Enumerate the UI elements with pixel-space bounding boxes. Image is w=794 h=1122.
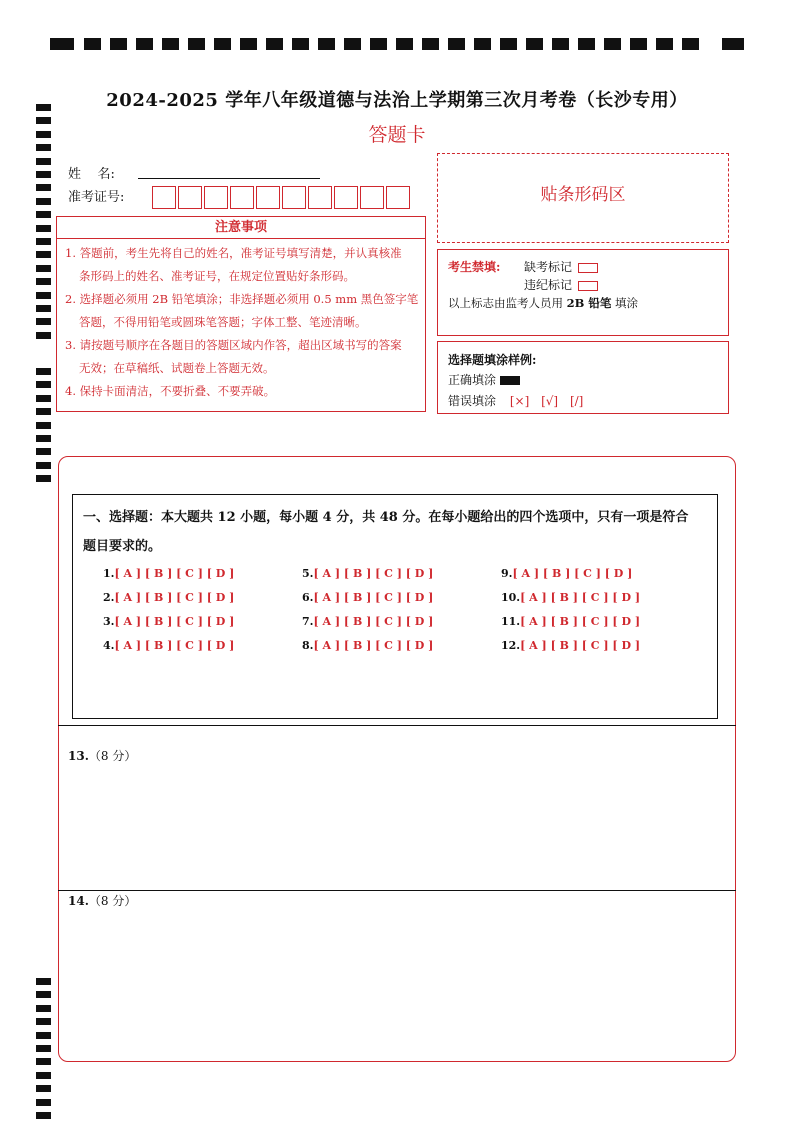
- examinee-forbidden-box: [437, 249, 729, 336]
- barcode-area: 贴条形码区: [437, 153, 729, 243]
- mcq-question-4[interactable]: 4.[ A ] [ B ] [ C ] [ D ]: [103, 639, 235, 652]
- answer-sheet-title: 答题卡: [368, 124, 426, 146]
- timing-mark: [36, 305, 51, 312]
- mcq-question-6[interactable]: 6.[ A ] [ B ] [ C ] [ D ]: [302, 591, 434, 604]
- example-heading: 选择题填涂样例:: [448, 353, 537, 367]
- divider: [58, 890, 736, 891]
- forbidden-heading: 考生禁填:: [448, 260, 501, 274]
- notice-item: 2. 选择题必须用 2B 铅笔填涂；非选择题必须用 0.5 mm 黑色签字笔 答题，不得用铅笔或圆珠笔答题；字体工整、笔迹清晰。: [65, 292, 419, 329]
- notice-box: [56, 216, 426, 412]
- id-digit-box[interactable]: [282, 186, 306, 209]
- timing-mark: [36, 991, 51, 998]
- id-digit-box[interactable]: [204, 186, 228, 209]
- mcq-question-2[interactable]: 2.[ A ] [ B ] [ C ] [ D ]: [103, 591, 235, 604]
- timing-mark: [36, 278, 51, 285]
- timing-mark: [36, 158, 51, 165]
- timing-mark: [36, 381, 51, 388]
- timing-mark: [630, 38, 647, 50]
- timing-mark: [240, 38, 257, 50]
- timing-mark: [36, 198, 51, 205]
- id-digit-box[interactable]: [308, 186, 332, 209]
- timing-mark: [370, 38, 387, 50]
- timing-mark: [36, 368, 51, 375]
- timing-mark: [578, 38, 595, 50]
- mcq-question-7[interactable]: 7.[ A ] [ B ] [ C ] [ D ]: [302, 615, 434, 628]
- mcq-question-5[interactable]: 5.[ A ] [ B ] [ C ] [ D ]: [302, 567, 434, 580]
- timing-mark: [214, 38, 231, 50]
- timing-mark: [36, 184, 51, 191]
- question-14-label: 14.（8 分）: [68, 894, 137, 908]
- name-field[interactable]: [138, 178, 320, 179]
- correct-fill: 正确填涂: [448, 371, 520, 388]
- mcq-heading: 一、选择题：本大题共 12 小题，每小题 4 分，共 48 分。在每小题给出的四个选项中，只有一项是符合 题目要求的。: [83, 510, 689, 554]
- timing-mark: [36, 1005, 51, 1012]
- timing-mark: [266, 38, 283, 50]
- mcq-question-11[interactable]: 11.[ A ] [ B ] [ C ] [ D ]: [501, 615, 641, 628]
- timing-mark: [188, 38, 205, 50]
- id-digit-box[interactable]: [152, 186, 176, 209]
- timing-mark: [682, 38, 699, 50]
- mcq-question-10[interactable]: 10.[ A ] [ B ] [ C ] [ D ]: [501, 591, 641, 604]
- timing-mark: [36, 318, 51, 325]
- timing-mark: [448, 38, 465, 50]
- mcq-question-1[interactable]: 1.[ A ] [ B ] [ C ] [ D ]: [103, 567, 235, 580]
- timing-mark: [84, 38, 101, 50]
- timing-mark: [36, 265, 51, 272]
- timing-mark: [36, 435, 51, 442]
- timing-mark: [36, 1099, 51, 1106]
- timing-mark: [136, 38, 153, 50]
- timing-mark: [344, 38, 361, 50]
- timing-mark: [318, 38, 335, 50]
- timing-mark: [36, 1058, 51, 1065]
- id-digit-box[interactable]: [178, 186, 202, 209]
- timing-mark: [396, 38, 413, 50]
- mcq-question-12[interactable]: 12.[ A ] [ B ] [ C ] [ D ]: [501, 639, 641, 652]
- notice-heading: 注意事项: [57, 217, 425, 239]
- timing-mark: [36, 251, 51, 258]
- timing-mark: [604, 38, 621, 50]
- timing-mark: [526, 38, 543, 50]
- question-13-answer-area[interactable]: [60, 770, 734, 885]
- timing-mark: [36, 1112, 51, 1119]
- timing-mark: [36, 475, 51, 482]
- mcq-question-3[interactable]: 3.[ A ] [ B ] [ C ] [ D ]: [103, 615, 235, 628]
- id-digit-box[interactable]: [334, 186, 358, 209]
- timing-mark: [656, 38, 673, 50]
- timing-mark: [422, 38, 439, 50]
- violation-mark[interactable]: 违纪标记: [524, 276, 598, 293]
- timing-mark: [36, 422, 51, 429]
- divider: [58, 725, 736, 726]
- timing-mark: [36, 978, 51, 985]
- mcq-question-8[interactable]: 8.[ A ] [ B ] [ C ] [ D ]: [302, 639, 434, 652]
- timing-mark: [292, 38, 309, 50]
- forbidden-note: 以上标志由监考人员用 2B 铅笔 填涂: [448, 296, 639, 310]
- timing-mark: [36, 1032, 51, 1039]
- timing-mark: [36, 1072, 51, 1079]
- mcq-section: [72, 494, 718, 719]
- id-label: 准考证号:: [68, 190, 125, 205]
- timing-mark: [474, 38, 491, 50]
- timing-mark: [36, 332, 51, 339]
- id-digit-box[interactable]: [386, 186, 410, 209]
- timing-mark: [36, 238, 51, 245]
- timing-mark: [36, 171, 51, 178]
- timing-mark: [36, 462, 51, 469]
- notice-item: 4. 保持卡面清洁，不要折叠、不要弄破。: [65, 384, 276, 398]
- timing-mark: [36, 448, 51, 455]
- timing-mark: [110, 38, 127, 50]
- timing-mark: [162, 38, 179, 50]
- timing-mark: [36, 395, 51, 402]
- notice-item: 1. 答题前，考生先将自己的姓名，准考证号填写清楚，并认真核准 条形码上的姓名、准考证号，在规定位置贴好条形码。: [65, 246, 402, 283]
- filled-block-icon: [500, 376, 520, 385]
- question-13-label: 13.（8 分）: [68, 749, 137, 763]
- timing-mark: [36, 225, 51, 232]
- timing-mark: [36, 1085, 51, 1092]
- id-digit-box[interactable]: [230, 186, 254, 209]
- id-digit-box[interactable]: [256, 186, 280, 209]
- exam-title: 2024-2025 学年八年级道德与法治上学期第三次月考卷（长沙专用）: [106, 90, 688, 111]
- id-digit-box[interactable]: [360, 186, 384, 209]
- fill-example-box: [437, 341, 729, 414]
- timing-mark: [50, 38, 74, 50]
- timing-mark: [36, 1045, 51, 1052]
- timing-mark: [36, 408, 51, 415]
- name-label: 姓 名:: [68, 167, 115, 182]
- mcq-question-9[interactable]: 9.[ A ] [ B ] [ C ] [ D ]: [501, 567, 633, 580]
- timing-mark: [36, 292, 51, 299]
- absent-mark[interactable]: 缺考标记: [524, 258, 598, 275]
- timing-mark: [500, 38, 517, 50]
- question-14-answer-area[interactable]: [60, 915, 734, 1055]
- timing-mark: [722, 38, 744, 50]
- wrong-fill: 错误填涂 [×] [√] [/]: [448, 394, 584, 408]
- timing-mark: [36, 1018, 51, 1025]
- timing-mark: [552, 38, 569, 50]
- notice-item: 3. 请按题号顺序在各题目的答题区域内作答，超出区域书写的答案 无效；在草稿纸、试题卷上答题无效。: [65, 338, 402, 375]
- timing-mark: [36, 211, 51, 218]
